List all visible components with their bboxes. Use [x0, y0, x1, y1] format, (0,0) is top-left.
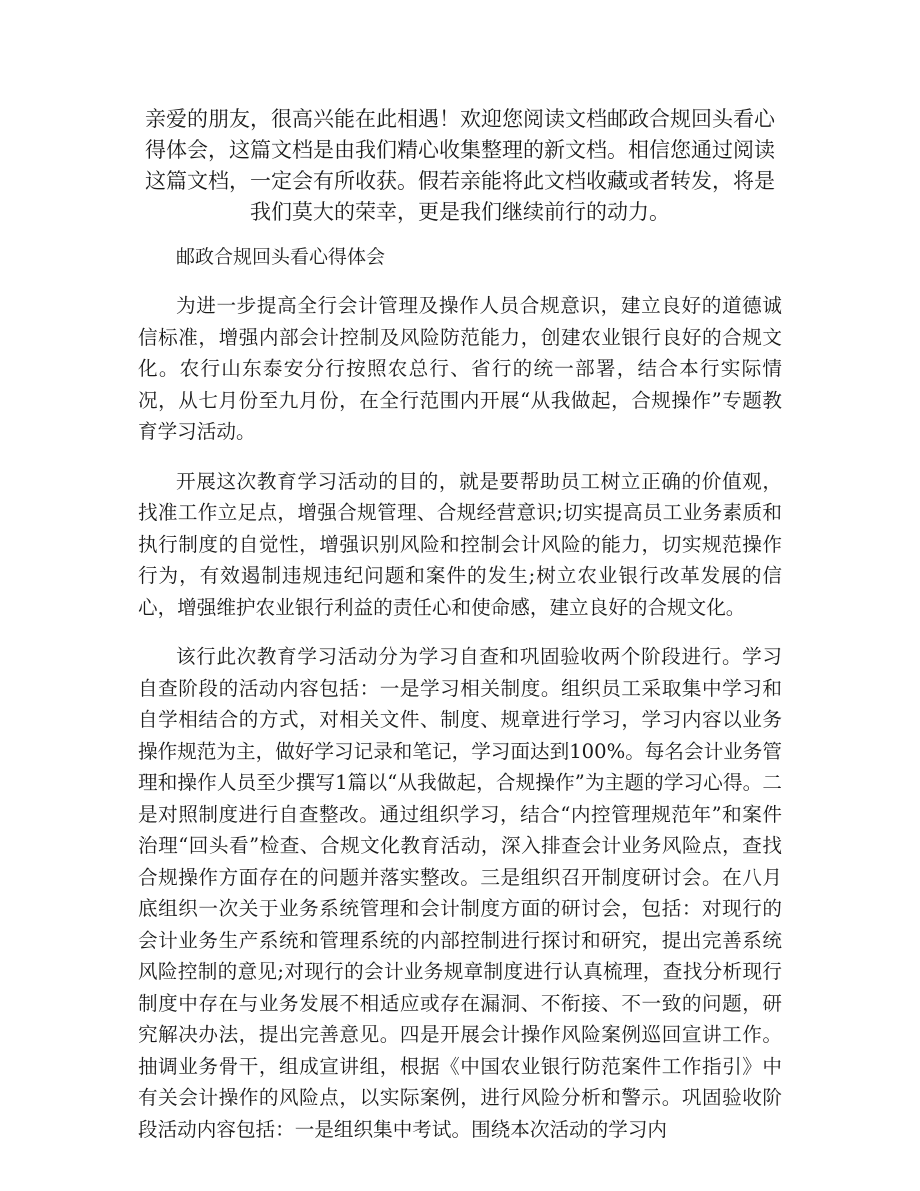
intro-paragraph: 亲爱的朋友，很高兴能在此相遇！欢迎您阅读文档邮政合规回头看心得体会，这篇文档是由我们精心收集整理的新文档。相信您通过阅读这篇文档，一定会有所收获。假若亲能将此文档收藏或者转发，将是我们莫大的荣幸，更是我们继续前行的动力。 — [145, 107, 775, 224]
document-title: 邮政合规回头看心得体会 — [176, 246, 386, 268]
body-paragraph-3: 该行此次教育学习活动分为学习自查和巩固验收两个阶段进行。学习自查阶段的活动内容包括：一是学习相关制度。组织员工采取集中学习和自学相结合的方式，对相关文件、制度、规章进行学习，学习内容以业务操作规范为主，做好学习记录和笔记，学习面达到100%。每名会计业务管理和操作人员至少撰写1篇以“从我做起，合规操作”为主题的学习心得。二是对照制度进行自查整改。通过组织学习，结合“内控管理规范年”和案件治理“回头看”检查、合规文化教育活动，深入排查会计业务风险点，查找合规操作方面存在的问题并落实整改。三是组织召开制度研讨会。在八月底组织一次关于业务系统管理和会计制度方面的研讨会，包括：对现行的会计业务生产系统和管理系统的内部控制进行探讨和研究，提出完善系统风险控制的意见;对现行的会计业务规章制度进行认真梳理，查找分析现行制度中存在与业务发展不相适应或存在漏洞、不衔接、不一致的问题，研究解决办法，提出完善意见。四是开展会计操作风险案例巡回宣讲工作。抽调业务骨干，组成宣讲组，根据《中国农业银行防范案件工作指引》中有关会计操作的风险点，以实际案例，进行风险分析和警示。巩固验收阶段活动内容包括：一是组织集中考试。围绕本次活动的学习内 — [138, 645, 782, 1141]
body-paragraph-2: 开展这次教育学习活动的目的，就是要帮助员工树立正确的价值观，找准工作立足点，增强合规管理、合规经营意识;切实提高员工业务素质和执行制度的自觉性，增强识别风险和控制会计风险的能力，切实规范操作行为，有效遏制违规违纪问题和案件的发生;树立农业银行改革发展的信心，增强维护农业银行利益的责任心和使命感，建立良好的合规文化。 — [138, 469, 782, 619]
document-page — [138, 104, 782, 1163]
body-paragraph-1: 为进一步提高全行会计管理及操作人员合规意识，建立良好的道德诚信标准，增强内部会计控制及风险防范能力，创建农业银行良好的合规文化。农行山东泰安分行按照农总行、省行的统一部署，结合本行实际情况，从七月份至九月份，在全行范围内开展“从我做起，合规操作”专题教育学习活动。 — [138, 294, 782, 443]
